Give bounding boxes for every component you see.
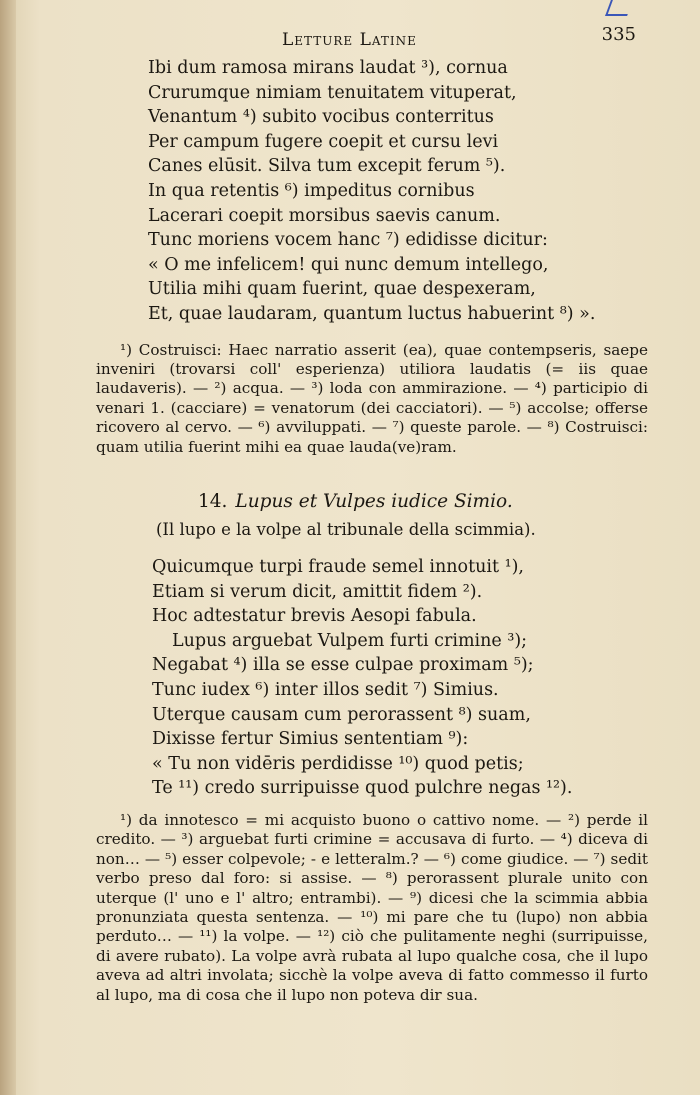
verse-line: Dixisse fertur Simius sententiam ⁹): [152,729,469,750]
verse-line: Ibi dum ramosa mirans laudat ³), cornua [148,58,508,78]
fable-title: Lupus et Vulpes iudice Simio. [235,490,513,512]
verse-line: Etiam si verum dicit, amittit fidem ²). [152,581,483,602]
footnote-paragraph: ¹) Costruisci: Haec narratio asserit (ea), quae contempseris, saepe inveniri (trovarsi coll' esperienza) utiliora laudatis (= iis quae laudaveris). — ²) acqua. — ³) loda con ammirazione. — ⁴) participio di venari 1. (cacciare) = venatorum (dei cacciatori). — ⁵) accolse; offerse ricovero al cervo. — ⁶) avviluppati. — ⁷) queste parole. — ⁸) Costruisci: quam utilia fuerint mihi ea quae lauda(ve)ram. [96,340,648,456]
verse-line: Tunc moriens vocem hanc ⁷) edidisse dicitur: [148,230,548,251]
verse-line: Lacerari coepit morsibus saevis canum. [148,205,501,226]
fable2-footnotes [96,811,656,1005]
verse-line: In qua retentis ⁶) impeditus cornibus [148,180,475,201]
verse-line: Lupus arguebat Vulpem furti crimine ³); [172,630,528,651]
running-head: Letture Latine [282,30,417,50]
fable2-verse [152,555,656,801]
fable1-verse [148,56,656,327]
verse-line: Hoc adtestatur brevis Aesopi fabula. [152,606,477,627]
page-gutter [0,0,16,1095]
fable1-footnotes [96,341,656,457]
verse-line: Uterque causam cum perorassent ⁸) suam, [152,704,531,725]
verse-line: « O me infelicem! qui nunc demum intellego, [148,254,549,275]
verse-line: Canes elūsit. Silva tum excepit ferum ⁵). [148,156,506,177]
verse-line: Negabat ⁴) illa se esse culpae proximam ⁵); [152,655,534,676]
verse-line: Et, quae laudaram, quantum luctus habuerint ⁸) ». [148,303,596,324]
fable-number: 14. [198,490,228,512]
verse-line: Utilia mihi quam fuerint, quae despexeram, [148,279,536,300]
footnote-paragraph: ¹) da innotesco = mi acquisto buono o cattivo nome. — ²) perde il credito. — ³) arguebat furti crimine = accusava di furto. — ⁴) diceva di non… — ⁵) esser colpevole; - e letteralm.? — ⁶) come giudice. — ⁷) sedit verbo preso dal foro: si assise. — ⁸) perorassent plurale unito con uterque (l' uno e l' altro; entrambi). — ⁹) dicesi che la scimmia abbia pronunziata questa sentenza. — ¹⁰) mi pare che tu (lupo) non abbia perduto… — ¹¹) la volpe. — ¹²) ciò che pulitamente neghi (surripuisse, di avere rubato). La volpe avrà rubata al lupo qualche cosa, che il lupo aveva ad altri involata; sicchè la volpe aveva di fatto commesso il furto al lupo, ma di cosa che il lupo non poteva dir sua. [96,810,648,1004]
pen-mark [605,0,633,16]
verse-line: Quicumque turpi fraude semel innotuit ¹), [152,556,524,577]
verse-line: Venantum ⁴) subito vocibus conterritus [148,107,494,128]
verse-line: « Tu non vidēris perdidisse ¹⁰) quod petis; [152,753,524,774]
fable2-subtitle: (Il lupo e la volpe al tribunale della scimmia). [156,519,536,539]
verse-line: Tunc iudex ⁶) inter illos sedit ⁷) Simius. [152,679,499,700]
page-number: 335 [601,24,636,45]
page-content [96,20,656,1005]
page-header [96,20,656,56]
verse-line: Per campum fugere coepit et cursu levi [148,131,499,152]
verse-line: Te ¹¹) credo surripuisse quod pulchre negas ¹²). [152,778,573,799]
fable2-title [198,491,656,512]
verse-line: Crurumque nimiam tenuitatem vituperat, [148,82,517,103]
